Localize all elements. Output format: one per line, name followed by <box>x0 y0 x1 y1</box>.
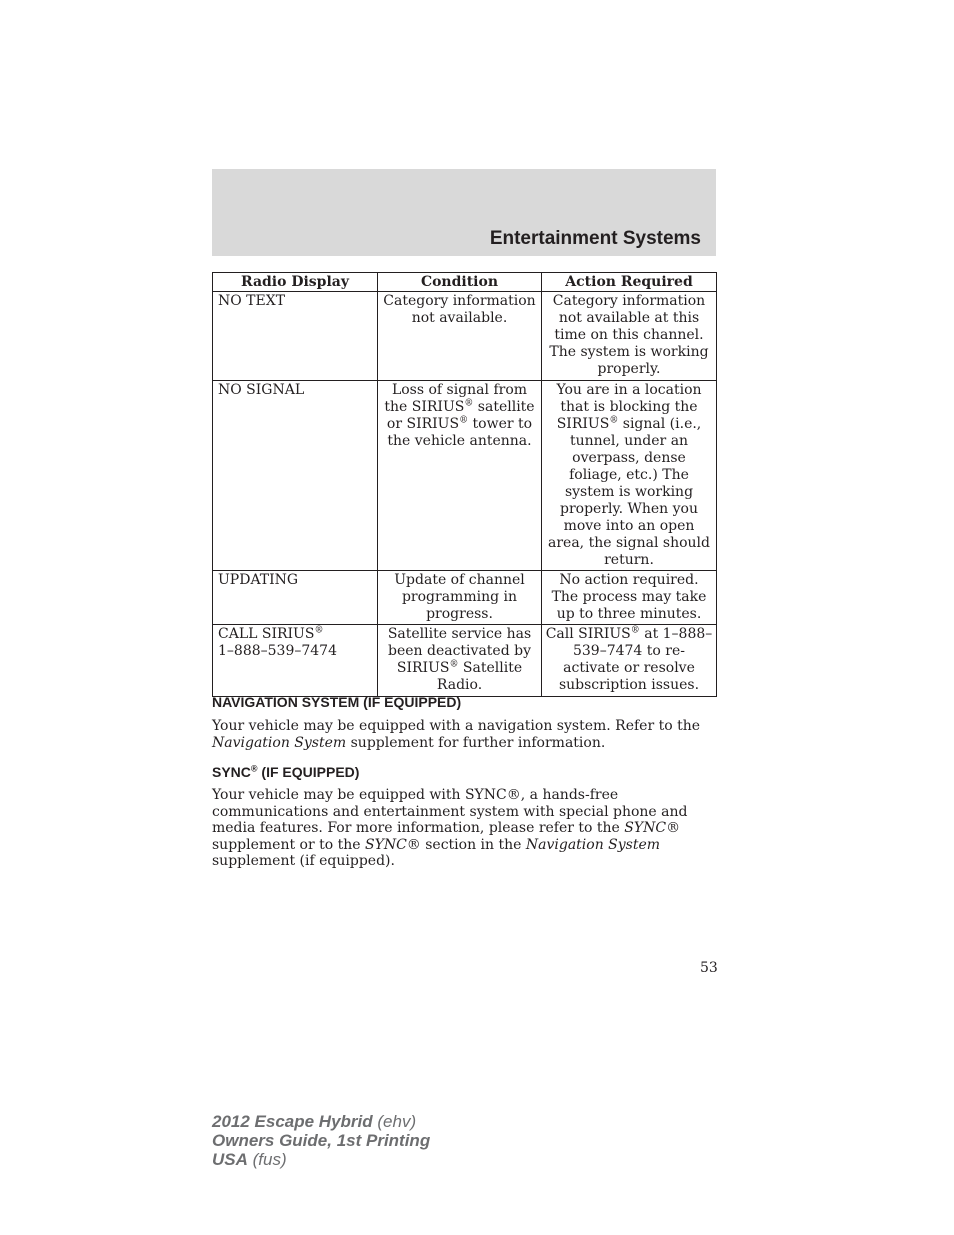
table-header-row <box>213 273 717 292</box>
condition-cell: Satellite service has been deactivated by SIRIUS® Satellite Radio. <box>378 625 542 697</box>
registered-mark: ® <box>609 415 619 426</box>
radio-display-table <box>212 272 717 697</box>
action-cell: Category information not available at this time on this channel. The system is working properly. <box>542 292 717 381</box>
section-title: Entertainment Systems <box>489 228 701 249</box>
table-row <box>213 381 717 571</box>
action-cell: Call SIRIUS® at 1–888–539–7474 to re-activate or resolve subscription issues. <box>542 625 717 697</box>
section-header-band <box>212 169 716 256</box>
column-header: Condition <box>378 273 542 292</box>
registered-mark: ® <box>406 836 421 853</box>
radio-display-cell: CALL SIRIUS® 1–888–539–7474 <box>213 625 378 697</box>
condition-cell: Loss of signal from the SIRIUS® satellite or SIRIUS® tower to the vehicle antenna. <box>378 381 542 571</box>
navigation-heading: NAVIGATION SYSTEM (IF EQUIPPED) <box>212 694 462 710</box>
footer-line: USA (fus) <box>212 1150 287 1169</box>
document-footer <box>212 1112 430 1169</box>
registered-mark: ® <box>630 625 640 636</box>
registered-mark: ® <box>459 415 469 426</box>
radio-display-cell: NO SIGNAL <box>213 381 378 571</box>
registered-mark: ® <box>250 763 258 774</box>
column-header: Radio Display <box>213 273 378 292</box>
registered-mark: ® <box>666 820 681 836</box>
footer-line: 2012 Escape Hybrid (ehv) <box>212 1112 417 1131</box>
condition-cell: Category information not available. <box>378 292 542 381</box>
condition-cell: Update of channel programming in progress. <box>378 571 542 625</box>
table-row <box>213 625 717 697</box>
registered-mark: ® <box>464 398 474 409</box>
registered-mark: ® <box>449 659 459 670</box>
page-number: 53 <box>700 960 718 976</box>
sync-heading: SYNC® (IF EQUIPPED) <box>212 763 360 780</box>
radio-display-cell: NO TEXT <box>213 292 378 381</box>
table-row <box>213 292 717 381</box>
sync-paragraph: Your vehicle may be equipped with SYNC®, a hands-free communications and entertainment system with special phone and media features. For more information, please refer to the SYNC® supplement or to the SYNC® section in the Navigation System supplement (if equipped). <box>212 787 688 869</box>
column-header: Action Required <box>542 273 717 292</box>
action-cell: No action required. The process may take up to three minutes. <box>542 571 717 625</box>
table-row <box>213 571 717 625</box>
navigation-paragraph: Your vehicle may be equipped with a navigation system. Refer to the Navigation System supplement for further information. <box>212 718 701 751</box>
registered-mark: ® <box>314 625 324 636</box>
radio-display-cell: UPDATING <box>213 571 378 625</box>
footer-line: Owners Guide, 1st Printing <box>212 1131 431 1150</box>
registered-mark: ® <box>506 787 521 803</box>
action-cell: You are in a location that is blocking the SIRIUS® signal (i.e., tunnel, under an overpass, dense foliage, etc.) The system is working properly. When you move into an open area, the signal should return. <box>542 381 717 571</box>
